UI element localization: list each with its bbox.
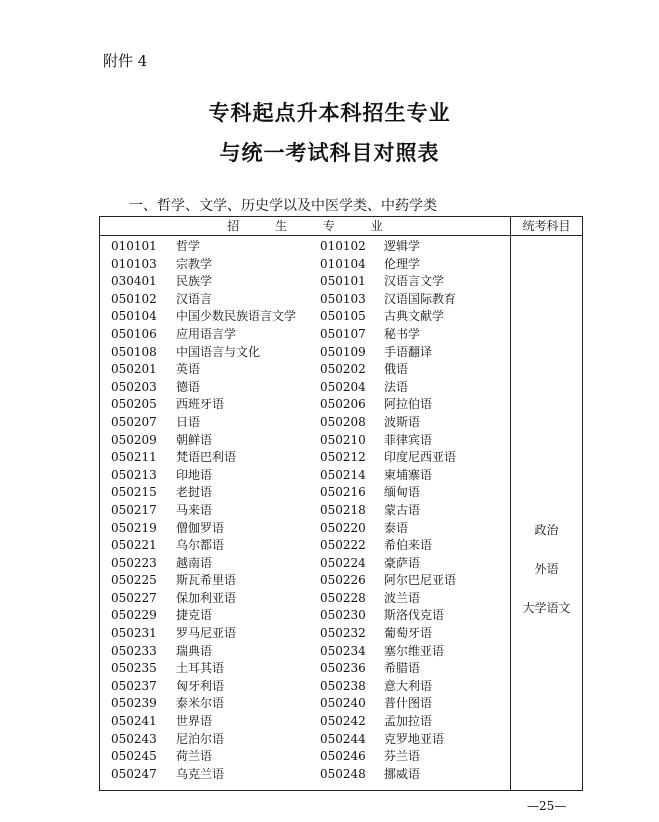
major-name: 希腊语: [384, 661, 421, 676]
exam-subject-politics: 政治: [534, 523, 559, 537]
major-code: 010104: [320, 256, 366, 271]
page-title-line1: 专科起点升本科招生专业: [208, 100, 451, 125]
major-name: 塞尔维亚语: [384, 643, 445, 658]
major-name: 荷兰语: [176, 749, 213, 764]
major-code: 030401: [111, 274, 157, 289]
major-code: 010102: [320, 239, 366, 253]
table-row: [100, 766, 510, 784]
major-name: 匈牙利语: [176, 678, 225, 693]
major-code: 050240: [320, 696, 366, 711]
major-code: 050214: [320, 467, 366, 482]
major-name: 德语: [176, 379, 201, 394]
major-code: 050215: [111, 485, 157, 500]
majors-table: [99, 216, 583, 791]
major-code: 050217: [111, 502, 157, 517]
major-code: 050225: [111, 573, 157, 588]
major-name: 斯洛伐克语: [384, 608, 445, 623]
major-code: 050246: [320, 749, 366, 764]
major-code: 050208: [320, 414, 366, 429]
table-row: [100, 695, 510, 713]
major-name: 挪威语: [384, 766, 421, 781]
major-code: 050221: [111, 538, 157, 553]
major-code: 050206: [320, 397, 366, 412]
exam-subject-college-chinese: 大学语文: [522, 601, 571, 615]
major-name: 克罗地亚语: [384, 731, 445, 746]
major-name: 波兰语: [384, 590, 421, 605]
major-name: 阿拉伯语: [384, 397, 433, 412]
major-name: 芬兰语: [384, 749, 421, 764]
major-code: 050213: [111, 467, 157, 482]
major-name: 民族学: [176, 274, 213, 289]
table-row: [100, 326, 510, 344]
major-code: 050104: [111, 309, 157, 324]
major-name: 越南语: [176, 555, 213, 570]
major-name: 日语: [176, 414, 201, 429]
major-name: 印地语: [176, 467, 213, 482]
exam-subject-foreign-language: 外语: [534, 562, 559, 576]
major-name: 汉语言文学: [384, 274, 445, 289]
major-name: 豪萨语: [384, 555, 421, 570]
major-name: 波斯语: [384, 414, 421, 429]
major-code: 050226: [320, 573, 366, 588]
table-row: [100, 572, 510, 590]
table-row: [100, 414, 510, 432]
table-row: [100, 748, 510, 766]
major-code: 050212: [320, 450, 366, 465]
major-name: 孟加拉语: [384, 714, 433, 729]
table-row: [100, 607, 510, 625]
major-code: 050230: [320, 608, 366, 623]
table-row: [100, 520, 510, 538]
major-name: 秘书学: [384, 326, 421, 341]
table-row: [100, 484, 510, 502]
page-title-line2: 与统一考试科目对照表: [219, 140, 440, 165]
table-row: [100, 379, 510, 397]
major-name: 宗教学: [176, 256, 213, 271]
major-code: 050203: [111, 379, 157, 394]
major-name: 古典文献学: [384, 309, 445, 324]
table-row: [100, 361, 510, 379]
header-char: 生: [275, 219, 288, 233]
major-name: 乌尔都语: [176, 538, 225, 553]
major-name: 瑞典语: [176, 643, 213, 658]
major-code: 050222: [320, 538, 366, 553]
major-name: 普什图语: [384, 696, 433, 711]
major-name: 俄语: [384, 362, 409, 377]
major-name: 应用语言学: [176, 326, 237, 341]
major-code: 050231: [111, 626, 157, 641]
major-name: 泰米尔语: [176, 696, 225, 711]
table-row: [100, 625, 510, 643]
major-code: 050243: [111, 731, 157, 746]
major-name: 哲学: [176, 239, 201, 253]
table-row: [100, 555, 510, 573]
major-name: 中国少数民族语言文学: [176, 309, 297, 324]
major-name: 柬埔寨语: [384, 467, 433, 482]
major-name: 罗马尼亚语: [176, 626, 237, 641]
table-row: [100, 502, 510, 520]
major-code: 050211: [111, 450, 157, 465]
major-code: 010101: [111, 239, 157, 253]
major-code: 050105: [320, 309, 366, 324]
major-name: 阿尔巴尼亚语: [384, 573, 457, 588]
major-code: 050202: [320, 362, 366, 377]
major-code: 050227: [111, 590, 157, 605]
major-name: 梵语巴利语: [176, 450, 237, 465]
major-code: 050234: [320, 643, 366, 658]
table-row: [100, 590, 510, 608]
major-code: 050244: [320, 731, 366, 746]
table-row: [100, 308, 510, 326]
section-heading: 一、哲学、文学、历史学以及中医学类、中药学类: [129, 198, 437, 214]
major-name: 西班牙语: [176, 397, 225, 412]
table-row: [100, 344, 510, 362]
major-name: 汉语国际教育: [384, 291, 457, 306]
major-name: 尼泊尔语: [176, 731, 225, 746]
major-code: 050242: [320, 714, 366, 729]
major-name: 英语: [176, 362, 201, 377]
major-code: 050109: [320, 344, 366, 359]
major-code: 050207: [111, 414, 157, 429]
major-name: 葡萄牙语: [384, 626, 433, 641]
header-majors: [100, 218, 510, 235]
major-name: 蒙古语: [384, 502, 421, 517]
major-code: 050107: [320, 326, 366, 341]
major-code: 050223: [111, 555, 157, 570]
major-code: 050108: [111, 344, 157, 359]
table-row: [100, 713, 510, 731]
major-name: 伦理学: [384, 256, 421, 271]
table-row: [100, 660, 510, 678]
major-code: 050103: [320, 291, 366, 306]
major-code: 050201: [111, 362, 157, 377]
major-code: 050248: [320, 766, 366, 781]
major-name: 菲律宾语: [384, 432, 433, 447]
table-row: [100, 291, 510, 309]
table-row: [100, 396, 510, 414]
major-name: 缅甸语: [384, 485, 421, 500]
page-number: —25—: [527, 799, 567, 813]
major-code: 050106: [111, 326, 157, 341]
major-code: 050245: [111, 749, 157, 764]
table-row: [100, 643, 510, 661]
major-name: 僧伽罗语: [176, 520, 225, 535]
major-code: 050232: [320, 626, 366, 641]
major-code: 050220: [320, 520, 366, 535]
major-code: 050229: [111, 608, 157, 623]
table-row: [100, 273, 510, 291]
table-row: [100, 238, 510, 256]
major-name: 捷克语: [176, 608, 213, 623]
major-name: 斯瓦希里语: [176, 573, 237, 588]
major-name: 乌克兰语: [176, 766, 225, 781]
major-code: 050224: [320, 555, 366, 570]
major-name: 朝鲜语: [176, 432, 213, 447]
major-code: 050218: [320, 502, 366, 517]
major-code: 050241: [111, 714, 157, 729]
major-name: 法语: [384, 379, 409, 394]
table-row: [100, 256, 510, 274]
major-code: 050101: [320, 274, 366, 289]
major-code: 050236: [320, 661, 366, 676]
major-code: 050239: [111, 696, 157, 711]
table-row: [100, 537, 510, 555]
major-name: 中国语言与文化: [176, 344, 261, 359]
major-name: 土耳其语: [176, 661, 225, 676]
major-code: 050216: [320, 485, 366, 500]
header-divider: [100, 235, 582, 236]
major-code: 050228: [320, 590, 366, 605]
major-name: 马来语: [176, 502, 213, 517]
major-name: 希伯来语: [384, 538, 433, 553]
table-row: [100, 432, 510, 450]
major-code: 050233: [111, 643, 157, 658]
column-divider: [510, 217, 511, 790]
header-exam-subjects: 统考科目: [522, 219, 571, 233]
major-name: 印度尼西亚语: [384, 450, 457, 465]
major-name: 保加利亚语: [176, 590, 237, 605]
major-code: 050205: [111, 397, 157, 412]
attachment-label: 附件 4: [103, 52, 148, 70]
major-code: 050238: [320, 678, 366, 693]
major-code: 050235: [111, 661, 157, 676]
table-row: [100, 731, 510, 749]
major-code: 050210: [320, 432, 366, 447]
major-code: 050209: [111, 432, 157, 447]
header-char: 招: [227, 219, 240, 233]
major-code: 050204: [320, 379, 366, 394]
major-code: 050237: [111, 678, 157, 693]
major-code: 050102: [111, 291, 157, 306]
major-name: 世界语: [176, 714, 213, 729]
major-name: 老挝语: [176, 485, 213, 500]
major-code: 050219: [111, 520, 157, 535]
header-char: 业: [370, 219, 383, 233]
major-name: 手语翻译: [384, 344, 433, 359]
table-row: [100, 449, 510, 467]
header-char: 专: [322, 219, 335, 233]
major-name: 汉语言: [176, 291, 213, 306]
major-name: 逻辑学: [384, 239, 421, 253]
table-row: [100, 678, 510, 696]
major-name: 意大利语: [384, 678, 433, 693]
table-row: [100, 467, 510, 485]
major-name: 泰语: [384, 520, 409, 535]
major-code: 050247: [111, 766, 157, 781]
major-code: 010103: [111, 256, 157, 271]
table-rows: [100, 238, 510, 783]
